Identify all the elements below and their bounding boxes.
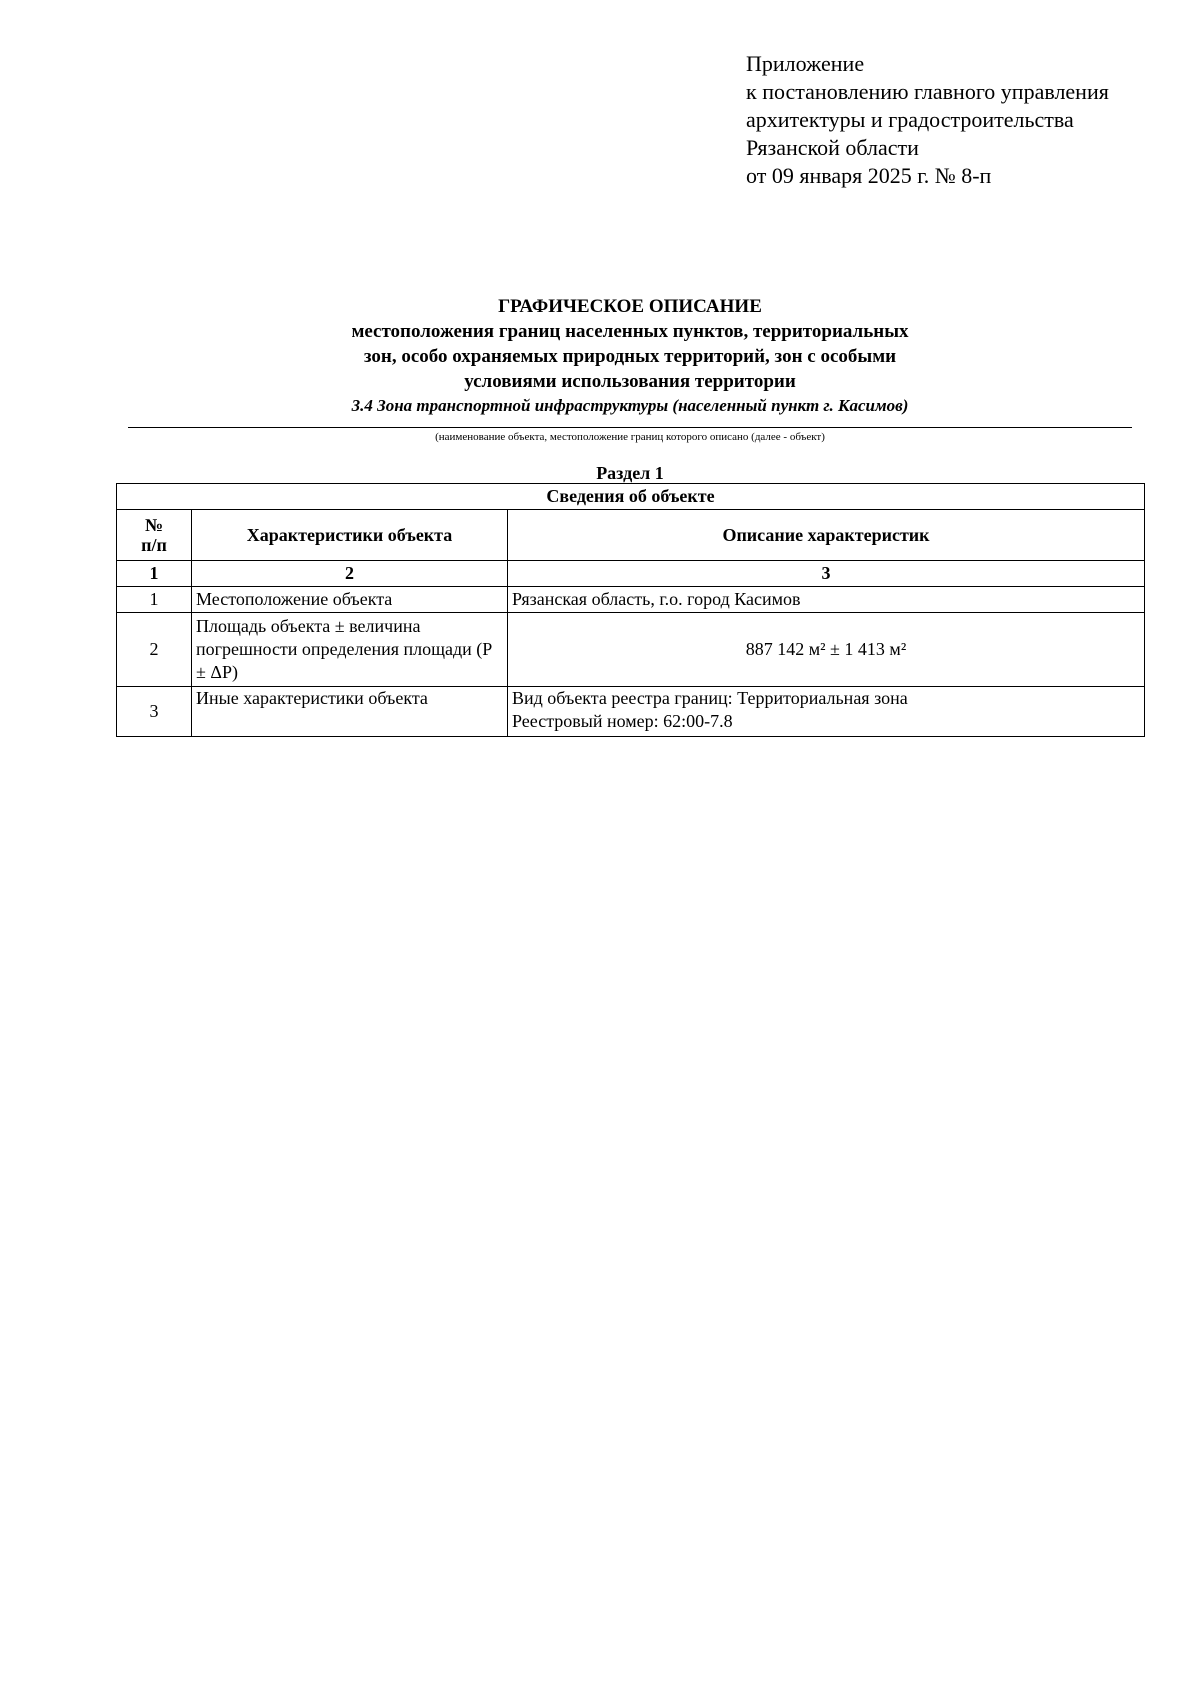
appendix-line: к постановлению главного управления (746, 79, 1109, 104)
appendix-line: Рязанской области (746, 135, 919, 160)
appendix-line: Приложение (746, 51, 865, 76)
row-description: 887 142 м² ± 1 413 м² (508, 613, 1145, 687)
description-line: Реестровый номер: 62:00-7.8 (512, 711, 733, 731)
description-line: Вид объекта реестра границ: Территориальная зона (512, 688, 908, 708)
row-description: Рязанская область, г.о. город Касимов (508, 587, 1145, 613)
table-caption: Сведения об объекте (117, 484, 1145, 510)
document-subtitle (128, 319, 1132, 394)
object-info-table (116, 483, 1145, 737)
row-characteristic: Площадь объекта ± величина погрешности определения площади (P ± ΔP) (192, 613, 508, 687)
table-caption-row (117, 484, 1145, 510)
header-number-label: № п/п (141, 515, 167, 555)
column-number: 3 (508, 561, 1145, 587)
table-row (117, 613, 1145, 687)
row-characteristic: Иные характеристики объекта (192, 687, 508, 737)
header-number (117, 510, 192, 561)
table-row (117, 587, 1145, 613)
column-number: 1 (117, 561, 192, 587)
header-characteristic: Характеристики объекта (192, 510, 508, 561)
object-caption: (наименование объекта, местоположение границ которого описано (далее - объект) (435, 431, 825, 443)
table-row (117, 687, 1145, 737)
row-characteristic: Местоположение объекта (192, 587, 508, 613)
row-description (508, 687, 1145, 737)
row-number: 3 (117, 687, 192, 737)
row-number: 1 (117, 587, 192, 613)
appendix-line: от 09 января 2025 г. № 8-п (746, 163, 992, 188)
document-title: ГРАФИЧЕСКОЕ ОПИСАНИЕ (498, 296, 762, 317)
row-number: 2 (117, 613, 192, 687)
subtitle-line: условиями использования территории (464, 371, 796, 392)
table-header-row (117, 510, 1145, 561)
appendix-line: архитектуры и градостроительства (746, 107, 1074, 132)
subtitle-line: местоположения границ населенных пунктов, территориальных (351, 321, 909, 342)
subtitle-line: зон, особо охраняемых природных территорий, зон с особыми (363, 346, 897, 367)
object-name-underline (128, 427, 1132, 428)
section-title: Раздел 1 (596, 463, 664, 483)
header-description: Описание характеристик (508, 510, 1145, 561)
object-name: 3.4 Зона транспортной инфраструктуры (населенный пункт г. Касимов) (351, 396, 909, 415)
column-number: 2 (192, 561, 508, 587)
column-number-row (117, 561, 1145, 587)
appendix-block (746, 50, 1109, 190)
title-block (128, 294, 1132, 417)
